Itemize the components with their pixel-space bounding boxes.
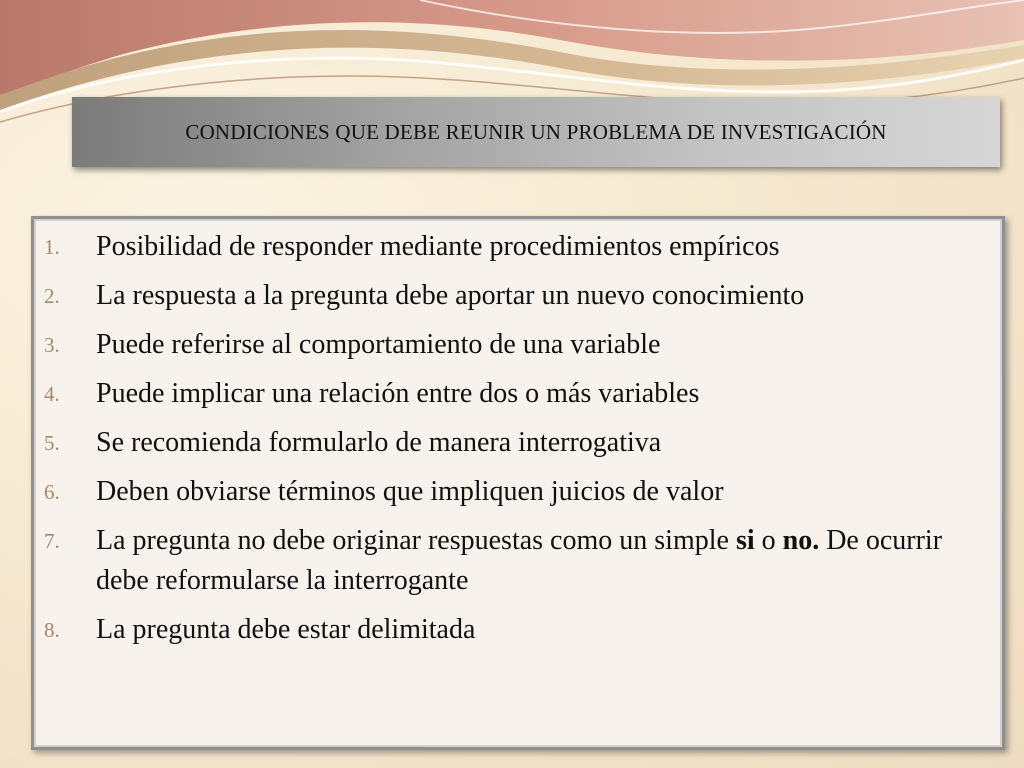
list-item (34, 276, 1004, 316)
list-item (34, 610, 1004, 650)
bold-no: no. (782, 525, 820, 556)
title-bar (72, 97, 1000, 167)
list-item-text-b: o (754, 525, 783, 556)
list-number: 8. (44, 618, 60, 642)
slide-title: CONDICIONES QUE DEBE REUNIR UN PROBLEMA DE INVESTIGACIÓN (185, 119, 887, 144)
list-item (34, 374, 1004, 414)
list-item-text-c: De ocurrir debe reformularse la interrogante (96, 525, 943, 596)
content-box (31, 216, 1005, 750)
list-item (34, 423, 1004, 463)
list-number: 5. (44, 431, 60, 455)
list-item-text-a: La pregunta no debe originar respuestas como un simple (96, 525, 736, 556)
list-item-text: La pregunta debe estar delimitada (96, 614, 476, 645)
list-item (34, 521, 1004, 601)
list-number: 4. (44, 382, 60, 406)
list-number: 3. (44, 333, 60, 357)
list-item (34, 227, 1004, 267)
conditions-list (34, 227, 1004, 659)
list-number: 2. (44, 284, 60, 308)
list-item (34, 472, 1004, 512)
bold-si: si (735, 525, 755, 556)
list-item (34, 325, 1004, 365)
list-item-text: Puede referirse al comportamiento de una variable (96, 329, 661, 360)
list-item-text: Puede implicar una relación entre dos o más variables (96, 378, 700, 409)
list-number: 6. (44, 480, 60, 504)
list-number: 1. (44, 235, 60, 259)
list-item-text: Se recomienda formularlo de manera interrogativa (96, 427, 662, 458)
list-item-text: La respuesta a la pregunta debe aportar un nuevo conocimiento (96, 280, 805, 311)
list-item-text: Posibilidad de responder mediante procedimientos empíricos (96, 231, 780, 262)
list-item-text: Deben obviarse términos que impliquen juicios de valor (96, 476, 724, 507)
list-number: 7. (44, 529, 60, 553)
